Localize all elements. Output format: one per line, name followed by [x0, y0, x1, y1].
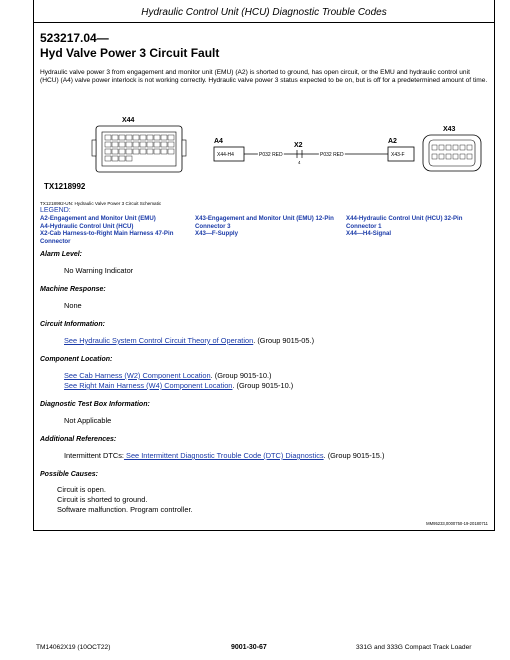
document-code: MM95233,0000750-19-20180711	[426, 521, 488, 526]
dtc-description: Hydraulic valve power 3 from engagement and monitor unit (EMU) (A2) is shorted to ground, has open circuit, or the EMU and hydraulic control unit (HCU) (A4) valve power interlock is not working correctly. Hydraulic valve power 3 status expected to be on, but is off for a predetermined amount of time.	[40, 69, 488, 85]
legend-label: LEGEND:	[40, 207, 71, 214]
alarm-level-body: No Warning Indicator	[64, 266, 134, 275]
figure-id: TX1218992	[44, 182, 86, 191]
legend-column-1	[40, 215, 190, 245]
legend-item: X43-Engagement and Monitor Unit (EMU) 12-Pin Connector 3	[195, 215, 334, 230]
legend-item: X2-Cab Harness-to-Right Main Harness 47-Pin Connector	[40, 230, 174, 245]
right-main-harness-link[interactable]: See Right Main Harness (W4) Component Location	[64, 381, 233, 390]
intermittent-dtc-link[interactable]: See Intermittent Diagnostic Trouble Code (DTC) Diagnostics	[123, 451, 324, 460]
possible-causes-heading: Possible Causes:	[40, 471, 98, 478]
legend-column-2	[195, 215, 340, 238]
x44-h4-label: X44-H4	[217, 152, 234, 158]
machine-response-heading: Machine Response:	[40, 286, 106, 293]
cab-harness-link[interactable]: See Cab Harness (W2) Component Location	[64, 371, 211, 380]
footer-manual-id: TM14062X19 (10OCT22)	[36, 644, 111, 651]
component-location-heading: Component Location:	[40, 356, 113, 363]
wire-label-1: P032 RED	[259, 152, 283, 158]
figure-caption: TX1218992-UN: Hydraulic Valve Power 3 Circuit Schematic	[40, 201, 162, 206]
additional-refs-heading: Additional References:	[40, 436, 117, 443]
diag-box-heading: Diagnostic Test Box Information:	[40, 401, 150, 408]
circuit-theory-link[interactable]: See Hydraulic System Control Circuit Theory of Operation	[64, 336, 254, 345]
circuit-info-heading: Circuit Information:	[40, 321, 105, 328]
wire-label-2: P032 RED	[320, 152, 344, 158]
dtc-title: Hyd Valve Power 3 Circuit Fault	[40, 46, 220, 60]
list-item: Circuit is shorted to ground.	[57, 495, 148, 504]
machine-response-body: None	[64, 301, 82, 310]
footer-page-number: 9001-30-67	[231, 644, 267, 651]
a2-label: A2	[388, 138, 397, 145]
footer-model: 331G and 333G Compact Track Loader	[356, 644, 472, 651]
circuit-schematic	[34, 110, 494, 200]
legend-column-3	[346, 215, 489, 238]
legend-item: A2-Engagement and Monitor Unit (EMU)	[40, 215, 156, 222]
x43-f-label: X43-F	[391, 152, 405, 158]
legend-item: X43—F-Supply	[195, 230, 239, 238]
x44-connector	[92, 126, 186, 172]
legend-item: A4-Hydraulic Control Unit (HCU)	[40, 222, 134, 230]
possible-causes-list	[57, 485, 193, 515]
legend-item: X44-Hydraulic Control Unit (HCU) 32-Pin Connector 1	[346, 215, 463, 230]
dtc-code: 523217.04—	[40, 31, 109, 45]
list-item: Circuit is open.	[57, 485, 106, 494]
x2-pin-label: 4	[298, 160, 301, 165]
alarm-level-heading: Alarm Level:	[40, 251, 83, 258]
x2-label: X2	[294, 142, 303, 149]
x43-label: X43	[443, 126, 456, 133]
header-divider	[34, 22, 494, 23]
a4-label: A4	[214, 138, 223, 145]
list-item: Software malfunction. Program controller.	[57, 505, 193, 514]
header-title: Hydraulic Control Unit (HCU) Diagnostic Trouble Codes	[141, 7, 387, 18]
additional-refs-body: Intermittent DTCs: See Intermittent Diagnostic Trouble Code (DTC) Diagnostics. (Group 9015-15.)	[64, 451, 385, 460]
circuit-info-body: See Hydraulic System Control Circuit Theory of Operation. (Group 9015-05.)	[64, 336, 315, 345]
x44-label: X44	[122, 117, 135, 124]
page-frame	[33, 0, 495, 531]
legend-item: X44—H4-Signal	[346, 230, 392, 238]
x43-connector	[423, 135, 481, 171]
diag-box-body: Not Applicable	[64, 416, 112, 425]
component-location-body: See Cab Harness (W2) Component Location. (Group 9015-10.) See Right Main Harness (W4) Component Location. (Group 9015-10.)	[64, 371, 294, 390]
